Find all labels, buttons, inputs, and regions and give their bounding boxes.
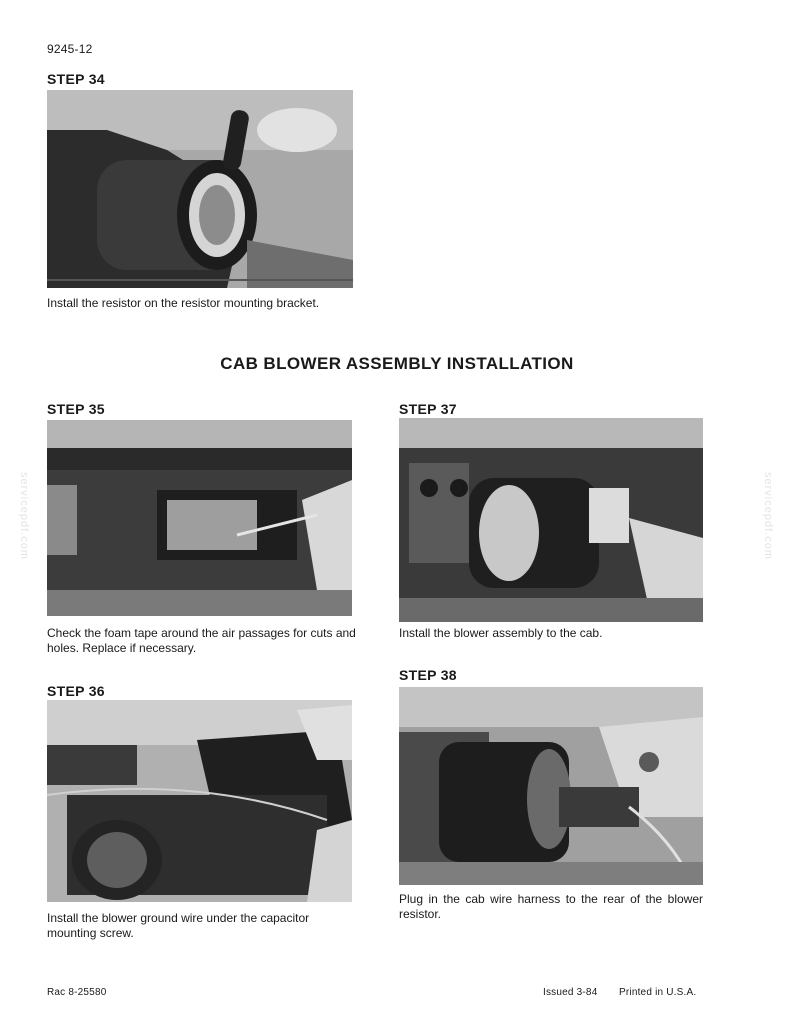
step-34-heading: STEP 34 bbox=[47, 71, 105, 87]
step-35-photo bbox=[47, 420, 352, 616]
step-37-caption: Install the blower assembly to the cab. bbox=[399, 626, 603, 640]
step-36-heading: STEP 36 bbox=[47, 683, 105, 699]
step-38-heading: STEP 38 bbox=[399, 667, 457, 683]
step-35-caption: Check the foam tape around the air passages for cuts and holes. Replace if necessary. bbox=[47, 626, 356, 655]
footer-printed-in: Printed in U.S.A. bbox=[619, 987, 697, 998]
watermark-left: servicepdf.com bbox=[17, 472, 30, 560]
footer-issued-date: Issued 3-84 bbox=[543, 987, 598, 998]
footer-document-number: Rac 8-25580 bbox=[47, 987, 107, 998]
step-36-caption: Install the blower ground wire under the capacitor mounting screw. bbox=[47, 911, 310, 940]
step-37-heading: STEP 37 bbox=[399, 401, 457, 417]
watermark-right: servicepdf.com bbox=[761, 472, 774, 560]
step-35-heading: STEP 35 bbox=[47, 401, 105, 417]
step-36-photo bbox=[47, 700, 352, 902]
step-38-photo bbox=[399, 687, 703, 885]
page-number: 9245-12 bbox=[47, 42, 93, 56]
section-title: CAB BLOWER ASSEMBLY INSTALLATION bbox=[220, 354, 574, 373]
step-38-caption: Plug in the cab wire harness to the rear of the blower resistor. bbox=[399, 892, 703, 921]
step-34-caption: Install the resistor on the resistor mounting bracket. bbox=[47, 296, 320, 310]
step-37-photo bbox=[399, 418, 703, 622]
step-34-photo bbox=[47, 90, 353, 288]
